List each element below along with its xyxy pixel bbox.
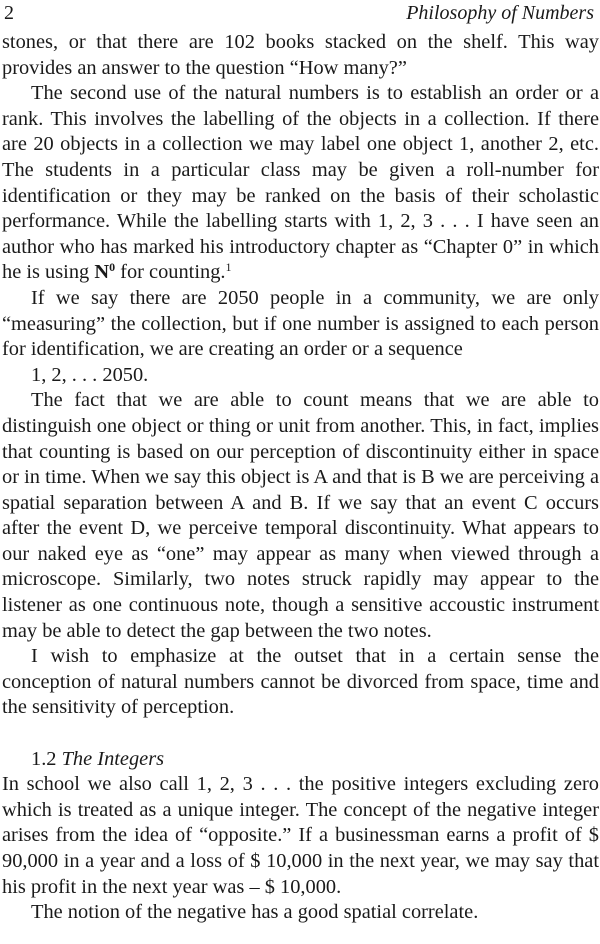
paragraph-discontinuity: The fact that we are able to count means that we are able to distinguish one object or thing or unit from another. This, in fact, implies that counting is based on our perception of discontinuity either in space or in time. When we say this object is A and that is B we are perceiving a spatial separation between A and B. If we say that an event C occurs after the event D, we perceive temporal discontinuity. What appears to our naked eye as “one” may appear as many when viewed through a microscope. Similarly, two notes struck rapidly may appear to the listener as one continuous note, though a sensitive accoustic instrument may be able to detect the gap between the two notes. — [2, 389, 599, 642]
paragraph-ordinal-text: The second use of the natural numbers is to establish an order or a rank. This involves the labelling of the objects in a collection. If there are 20 objects in a collection we may label one object 1, another 2, etc. The students in a particular class may be given a roll-number for identification or they may be ranked on the basis of their scholastic performance. While the labelling starts with 1, 2, 3 . . . I have seen an author who has marked his introductory chapter as “Chapter 0” in which he is using — [2, 82, 599, 284]
section-heading — [2, 747, 599, 773]
paragraph-measuring: If we say there are 2050 people in a community, we are only “measuring” the collection, but if one number is assigned to each person for identification, we are creating an order or a sequence — [2, 286, 599, 361]
running-head — [4, 0, 594, 26]
running-title: Philosophy of Numbers — [406, 2, 594, 24]
body-text — [2, 30, 599, 926]
section-number: 1.2 — [31, 747, 62, 770]
section-title: The Integers — [61, 747, 165, 770]
after-n-zero-text: for counting. — [115, 261, 226, 284]
n-zero-symbol: $N^0$ — [94, 260, 116, 284]
paragraph-integers: In school we also call 1, 2, 3 . . . the positive integers excluding zero which is treated as a unique integer. The concept of the negative integer arises from the idea of “opposite.” If a businessman earns a profit of $ 90,000 in a year and a loss of $ 10,000 in the next year, we may say that his profit in the next year was – $ 10,000. — [2, 773, 599, 898]
paragraph-emphasis: I wish to emphasize at the outset that in a certain sense the conception of natural numbers cannot be divorced from space, time and the sensitivity of perception. — [2, 645, 599, 719]
page-number: 2 — [4, 2, 14, 24]
paragraph-negative: The notion of the negative has a good spatial correlate. — [31, 901, 479, 924]
paragraph-continuation: stones, or that there are 102 books stacked on the shelf. This way provides an answer to the question “How many?” — [2, 31, 599, 79]
footnote-ref: 1 — [225, 260, 232, 275]
paragraph-ordinal-use — [2, 81, 599, 286]
sequence-line: 1, 2, . . . 2050. — [31, 363, 149, 386]
